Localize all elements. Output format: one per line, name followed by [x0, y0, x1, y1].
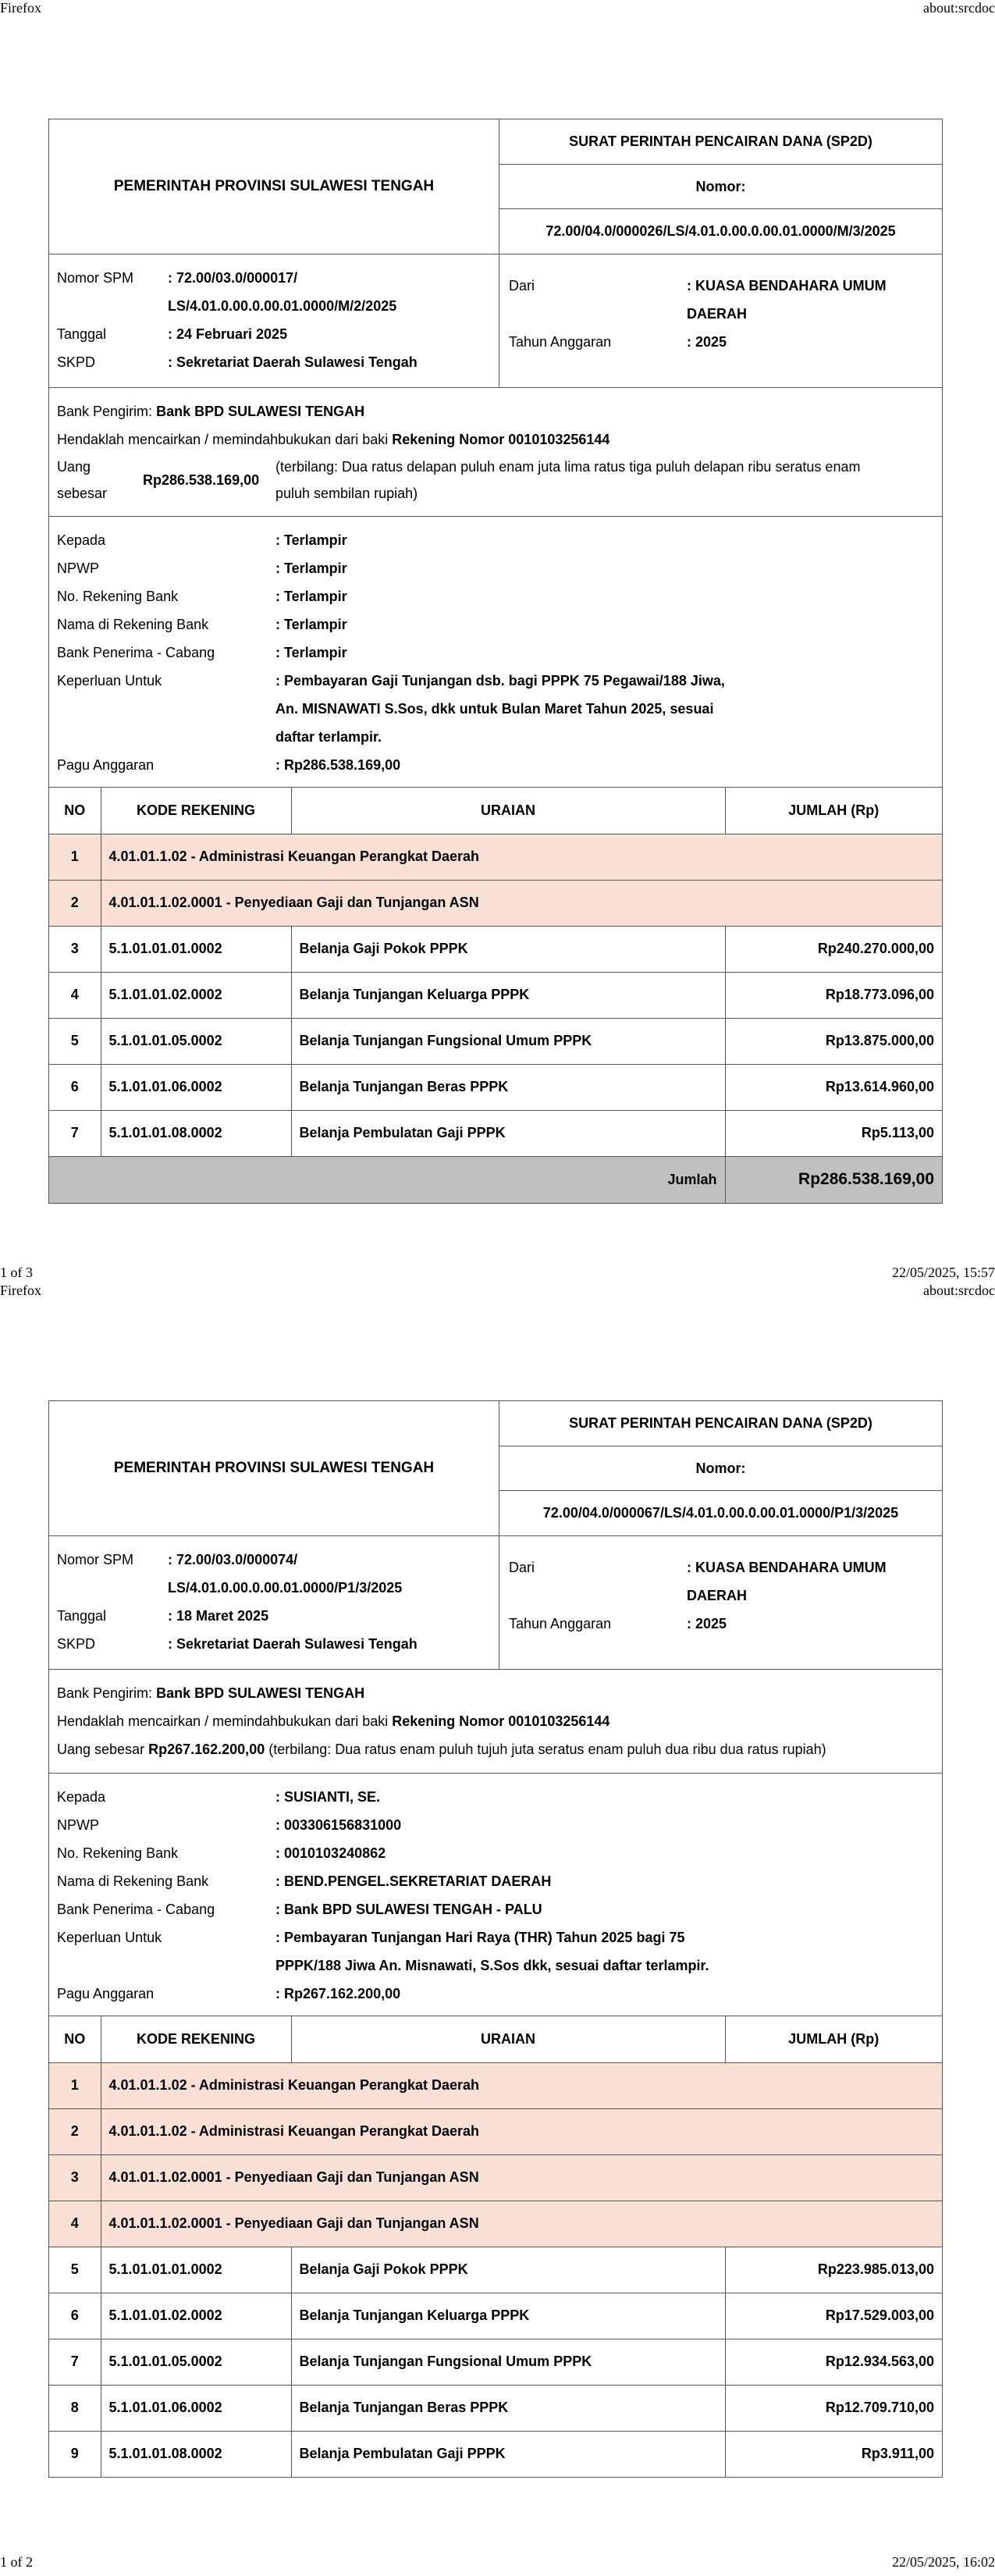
tahun-value: : 2025 — [687, 334, 727, 350]
skpd-label: SKPD — [57, 1636, 96, 1652]
spm-details — [49, 1536, 499, 1669]
document-title-block — [499, 119, 942, 254]
table-header-row — [49, 788, 942, 834]
keperluan-value: : Pembayaran Gaji Tunjangan dsb. bagi PPPK 75 Pegawai/188 Jiwa, — [275, 673, 725, 688]
kepada-value: : SUSIANTI, SE. — [275, 1789, 381, 1805]
tanggal-label: Tanggal — [57, 326, 107, 342]
table-row — [49, 2385, 942, 2431]
row-uraian: Belanja Gaji Pokok PPPK — [291, 2247, 725, 2293]
table-row — [49, 2247, 942, 2293]
row-kode: 5.1.01.01.02.0002 — [101, 972, 291, 1018]
dari-value: : KUASA BENDAHARA UMUM — [687, 278, 887, 294]
keperluan-value-cont: PPPK/188 Jiwa An. Misnawati, S.Sos dkk, sesuai daftar terlampir. — [275, 1958, 709, 1973]
row-no: 5 — [49, 2247, 101, 2293]
bank-pengirim-label: Bank Pengirim: — [57, 1685, 153, 1701]
row-kode: 5.1.01.01.06.0002 — [101, 2385, 291, 2431]
items-section — [49, 788, 942, 1203]
npwp-label: NPWP — [57, 1817, 99, 1833]
row-uraian: Belanja Pembulatan Gaji PPPK — [291, 2431, 725, 2477]
keperluan-label: Keperluan Untuk — [57, 1930, 162, 1945]
browser-name: Firefox — [0, 0, 41, 16]
col-uraian: URAIAN — [291, 788, 725, 834]
pagu-value: : Rp267.162.200,00 — [275, 1986, 401, 2001]
page-count: 1 of 3 — [0, 1265, 33, 1280]
row-jumlah: Rp13.614.960,00 — [725, 1064, 942, 1110]
government-name: PEMERINTAH PROVINSI SULAWESI TENGAH — [49, 119, 499, 254]
row-no: 8 — [49, 2385, 101, 2431]
print-timestamp: 22/05/2025, 16:02 — [891, 2554, 995, 2570]
row-kode: 5.1.01.01.06.0002 — [101, 1064, 291, 1110]
tahun-label: Tahun Anggaran — [509, 1616, 612, 1631]
row-jumlah: Rp13.875.000,00 — [725, 1018, 942, 1064]
row-no: 7 — [49, 2339, 101, 2385]
pagu-label: Pagu Anggaran — [57, 1986, 155, 2001]
row-uraian: Belanja Tunjangan Fungsional Umum PPPK — [291, 1018, 725, 1064]
browser-footer — [0, 2554, 995, 2570]
uang-amount: Rp286.538.169,00 — [143, 472, 260, 488]
row-no: 9 — [49, 2431, 101, 2477]
tanggal-value: : 24 Februari 2025 — [168, 326, 288, 342]
tahun-label: Tahun Anggaran — [509, 334, 612, 350]
nomor-spm-value-cont: LS/4.01.0.00.0.00.01.0000/M/2/2025 — [168, 298, 397, 314]
nomor-value: 72.00/04.0/000067/LS/4.01.0.00.0.00.01.0000/P1/3/2025 — [499, 1490, 942, 1535]
browser-footer — [0, 1265, 995, 1280]
table-row — [49, 926, 942, 972]
table-row — [49, 1018, 942, 1064]
row-jumlah: Rp240.270.000,00 — [725, 926, 942, 972]
table-total-row — [49, 1156, 942, 1203]
kepada-label: Kepada — [57, 532, 106, 548]
row-no: 4 — [49, 972, 101, 1018]
table-row — [49, 972, 942, 1018]
bank-pengirim-value: Bank BPD SULAWESI TENGAH — [156, 1685, 365, 1701]
row-no: 7 — [49, 1110, 101, 1156]
col-no: NO — [49, 788, 101, 834]
keperluan-label: Keperluan Untuk — [57, 673, 162, 688]
row-uraian: Belanja Tunjangan Beras PPPK — [291, 1064, 725, 1110]
bank-penerima-value: : Terlampir — [275, 645, 347, 660]
uang-label: Uang sebesar — [57, 1742, 145, 1757]
recipient-section — [49, 1774, 942, 2016]
document-title: SURAT PERINTAH PENCAIRAN DANA (SP2D) — [569, 1414, 872, 1431]
col-kode: KODE REKENING — [101, 2016, 291, 2062]
nama-rekening-value: : Terlampir — [275, 617, 347, 632]
skpd-label: SKPD — [57, 354, 96, 370]
spm-info — [49, 254, 942, 388]
sp2d-document — [48, 1400, 943, 2478]
nomor-spm-label: Nomor SPM — [57, 1552, 134, 1567]
group-text: 4.01.01.1.02 - Administrasi Keuangan Perangkat Daerah — [101, 834, 942, 880]
table-row — [49, 2293, 942, 2339]
row-no: 4 — [49, 2201, 101, 2247]
uang-sebesar — [57, 454, 934, 507]
nama-rekening-label: Nama di Rekening Bank — [57, 1873, 209, 1889]
row-kode: 5.1.01.01.02.0002 — [101, 2293, 291, 2339]
skpd-value: : Sekretariat Daerah Sulawesi Tengah — [168, 1636, 418, 1652]
col-jumlah: JUMLAH (Rp) — [725, 788, 942, 834]
row-no: 6 — [49, 2293, 101, 2339]
keperluan-value-cont: daftar terlampir. — [275, 729, 382, 745]
source-details — [499, 1536, 942, 1669]
nomor-spm-value: : 72.00/03.0/000017/ — [168, 270, 298, 286]
row-uraian: Belanja Tunjangan Fungsional Umum PPPK — [291, 2339, 725, 2385]
nama-rekening-label: Nama di Rekening Bank — [57, 617, 209, 632]
total-value: Rp286.538.169,00 — [725, 1156, 942, 1203]
dari-value-cont: DAERAH — [687, 306, 748, 322]
table-group-row — [49, 2108, 942, 2154]
row-jumlah: Rp18.773.096,00 — [725, 972, 942, 1018]
row-no: 6 — [49, 1064, 101, 1110]
government-name: PEMERINTAH PROVINSI SULAWESI TENGAH — [49, 1401, 499, 1535]
tanggal-value: : 18 Maret 2025 — [168, 1608, 269, 1624]
col-jumlah: JUMLAH (Rp) — [725, 2016, 942, 2062]
table-group-row — [49, 834, 942, 880]
rekening-bank-value: : 0010103240862 — [275, 1845, 386, 1861]
dari-label: Dari — [509, 1560, 535, 1575]
table-group-row — [49, 2062, 942, 2108]
row-no: 1 — [49, 834, 101, 880]
row-kode: 5.1.01.01.01.0002 — [101, 2247, 291, 2293]
col-no: NO — [49, 2016, 101, 2062]
group-text: 4.01.01.1.02 - Administrasi Keuangan Perangkat Daerah — [101, 2062, 942, 2108]
group-text: 4.01.01.1.02.0001 - Penyediaan Gaji dan Tunjangan ASN — [101, 2201, 942, 2247]
bank-pengirim-label: Bank Pengirim: — [57, 404, 153, 419]
table-group-row — [49, 880, 942, 926]
group-text: 4.01.01.1.02.0001 - Penyediaan Gaji dan Tunjangan ASN — [101, 2154, 942, 2201]
uang-amount: Rp267.162.200,00 — [148, 1742, 265, 1757]
row-no: 2 — [49, 880, 101, 926]
document-header — [49, 119, 942, 254]
row-jumlah: Rp3.911,00 — [725, 2431, 942, 2477]
browser-name: Firefox — [0, 1283, 41, 1298]
page-count: 1 of 2 — [0, 2554, 33, 2570]
group-text: 4.01.01.1.02 - Administrasi Keuangan Perangkat Daerah — [101, 2108, 942, 2154]
recipient-section — [49, 517, 942, 788]
kepada-value: : Terlampir — [275, 532, 347, 548]
bank-pengirim-value: Bank BPD SULAWESI TENGAH — [156, 404, 365, 419]
browser-url: about:srcdoc — [923, 1283, 995, 1298]
total-label: Jumlah — [49, 1156, 725, 1203]
browser-url: about:srcdoc — [923, 0, 995, 16]
document-title-block — [499, 1401, 942, 1535]
bank-penerima-label: Bank Penerima - Cabang — [57, 1902, 215, 1917]
kepada-label: Kepada — [57, 1789, 106, 1805]
npwp-value: : Terlampir — [275, 560, 347, 576]
row-jumlah: Rp5.113,00 — [725, 1110, 942, 1156]
row-uraian: Belanja Tunjangan Beras PPPK — [291, 2385, 725, 2431]
dari-value: : KUASA BENDAHARA UMUM — [687, 1560, 887, 1575]
dari-label: Dari — [509, 278, 535, 294]
pagu-label: Pagu Anggaran — [57, 757, 155, 773]
table-header-row — [49, 2016, 942, 2062]
table-row — [49, 1064, 942, 1110]
bank-penerima-value: : Bank BPD SULAWESI TENGAH - PALU — [275, 1902, 542, 1917]
row-jumlah: Rp17.529.003,00 — [725, 2293, 942, 2339]
row-no: 3 — [49, 926, 101, 972]
row-jumlah: Rp12.934.563,00 — [725, 2339, 942, 2385]
table-row — [49, 1110, 942, 1156]
nama-rekening-value: : BEND.PENGEL.SEKRETARIAT DAERAH — [275, 1873, 552, 1889]
spm-details — [49, 254, 499, 387]
terbilang-text: (terbilang: Dua ratus enam puluh tujuh juta seratus enam puluh dua ribu dua ratus rupiah) — [268, 1742, 826, 1757]
nomor-label: Nomor: — [499, 1446, 942, 1491]
document-header — [49, 1401, 942, 1536]
col-kode: KODE REKENING — [101, 788, 291, 834]
keperluan-value: : Pembayaran Tunjangan Hari Raya (THR) Tahun 2025 bagi 75 — [275, 1930, 685, 1945]
row-kode: 5.1.01.01.05.0002 — [101, 2339, 291, 2385]
row-kode: 5.1.01.01.05.0002 — [101, 1018, 291, 1064]
npwp-label: NPWP — [57, 560, 99, 576]
col-uraian: URAIAN — [291, 2016, 725, 2062]
nomor-spm-label: Nomor SPM — [57, 270, 134, 286]
items-section — [49, 2016, 942, 2477]
row-uraian: Belanja Pembulatan Gaji PPPK — [291, 1110, 725, 1156]
pagu-value: : Rp286.538.169,00 — [275, 757, 401, 773]
rekening-bank-label: No. Rekening Bank — [57, 589, 179, 604]
rekening-bank-value: : Terlampir — [275, 589, 347, 604]
instruksi-text: Hendaklah mencairkan / memindahbukukan dari baki — [57, 1713, 389, 1729]
browser-header — [0, 1283, 995, 1298]
uang-label: Uang — [57, 459, 91, 475]
row-no: 5 — [49, 1018, 101, 1064]
table-group-row — [49, 2201, 942, 2247]
row-kode: 5.1.01.01.08.0002 — [101, 2431, 291, 2477]
items-table — [49, 2016, 942, 2477]
bank-section — [49, 1670, 942, 1774]
sp2d-document — [48, 119, 943, 1204]
row-no: 2 — [49, 2108, 101, 2154]
terbilang-text: (terbilang: Dua ratus delapan puluh enam juta lima ratus tiga puluh delapan ribu seratus enam — [275, 459, 861, 475]
table-row — [49, 2339, 942, 2385]
nomor-value: 72.00/04.0/000026/LS/4.01.0.00.0.00.01.0000/M/3/2025 — [499, 208, 942, 254]
instruksi-text: Hendaklah mencairkan / memindahbukukan dari baki — [57, 432, 389, 447]
group-text: 4.01.01.1.02.0001 - Penyediaan Gaji dan Tunjangan ASN — [101, 880, 942, 926]
sebesar-label: sebesar — [57, 486, 108, 501]
row-no: 3 — [49, 2154, 101, 2201]
bank-penerima-label: Bank Penerima - Cabang — [57, 645, 215, 660]
row-uraian: Belanja Tunjangan Keluarga PPPK — [291, 2293, 725, 2339]
spm-info — [49, 1536, 942, 1670]
npwp-value: : 003306156831000 — [275, 1817, 402, 1833]
row-kode: 5.1.01.01.01.0002 — [101, 926, 291, 972]
terbilang-text-cont: puluh sembilan rupiah) — [275, 486, 418, 501]
bank-section — [49, 388, 942, 517]
row-no: 1 — [49, 2062, 101, 2108]
skpd-value: : Sekretariat Daerah Sulawesi Tengah — [168, 354, 418, 370]
row-uraian: Belanja Tunjangan Keluarga PPPK — [291, 972, 725, 1018]
tahun-value: : 2025 — [687, 1616, 727, 1631]
keperluan-value-cont: An. MISNAWATI S.Sos, dkk untuk Bulan Maret Tahun 2025, sesuai — [275, 701, 714, 717]
items-table — [49, 788, 942, 1203]
row-uraian: Belanja Gaji Pokok PPPK — [291, 926, 725, 972]
source-details — [499, 254, 942, 387]
table-row — [49, 2431, 942, 2477]
print-timestamp: 22/05/2025, 15:57 — [891, 1265, 995, 1280]
nomor-spm-value-cont: LS/4.01.0.00.0.00.01.0000/P1/3/2025 — [168, 1580, 403, 1596]
browser-header — [0, 0, 995, 16]
row-jumlah: Rp223.985.013,00 — [725, 2247, 942, 2293]
nomor-label: Nomor: — [499, 164, 942, 209]
rekening-bank-label: No. Rekening Bank — [57, 1845, 179, 1861]
rekening-text: Rekening Nomor 0010103256144 — [392, 1713, 610, 1729]
row-kode: 5.1.01.01.08.0002 — [101, 1110, 291, 1156]
nomor-spm-value: : 72.00/03.0/000074/ — [168, 1552, 298, 1567]
rekening-text: Rekening Nomor 0010103256144 — [392, 432, 610, 447]
document-title: SURAT PERINTAH PENCAIRAN DANA (SP2D) — [569, 133, 872, 149]
row-jumlah: Rp12.709.710,00 — [725, 2385, 942, 2431]
dari-value-cont: DAERAH — [687, 1588, 748, 1603]
tanggal-label: Tanggal — [57, 1608, 107, 1624]
table-group-row — [49, 2154, 942, 2201]
